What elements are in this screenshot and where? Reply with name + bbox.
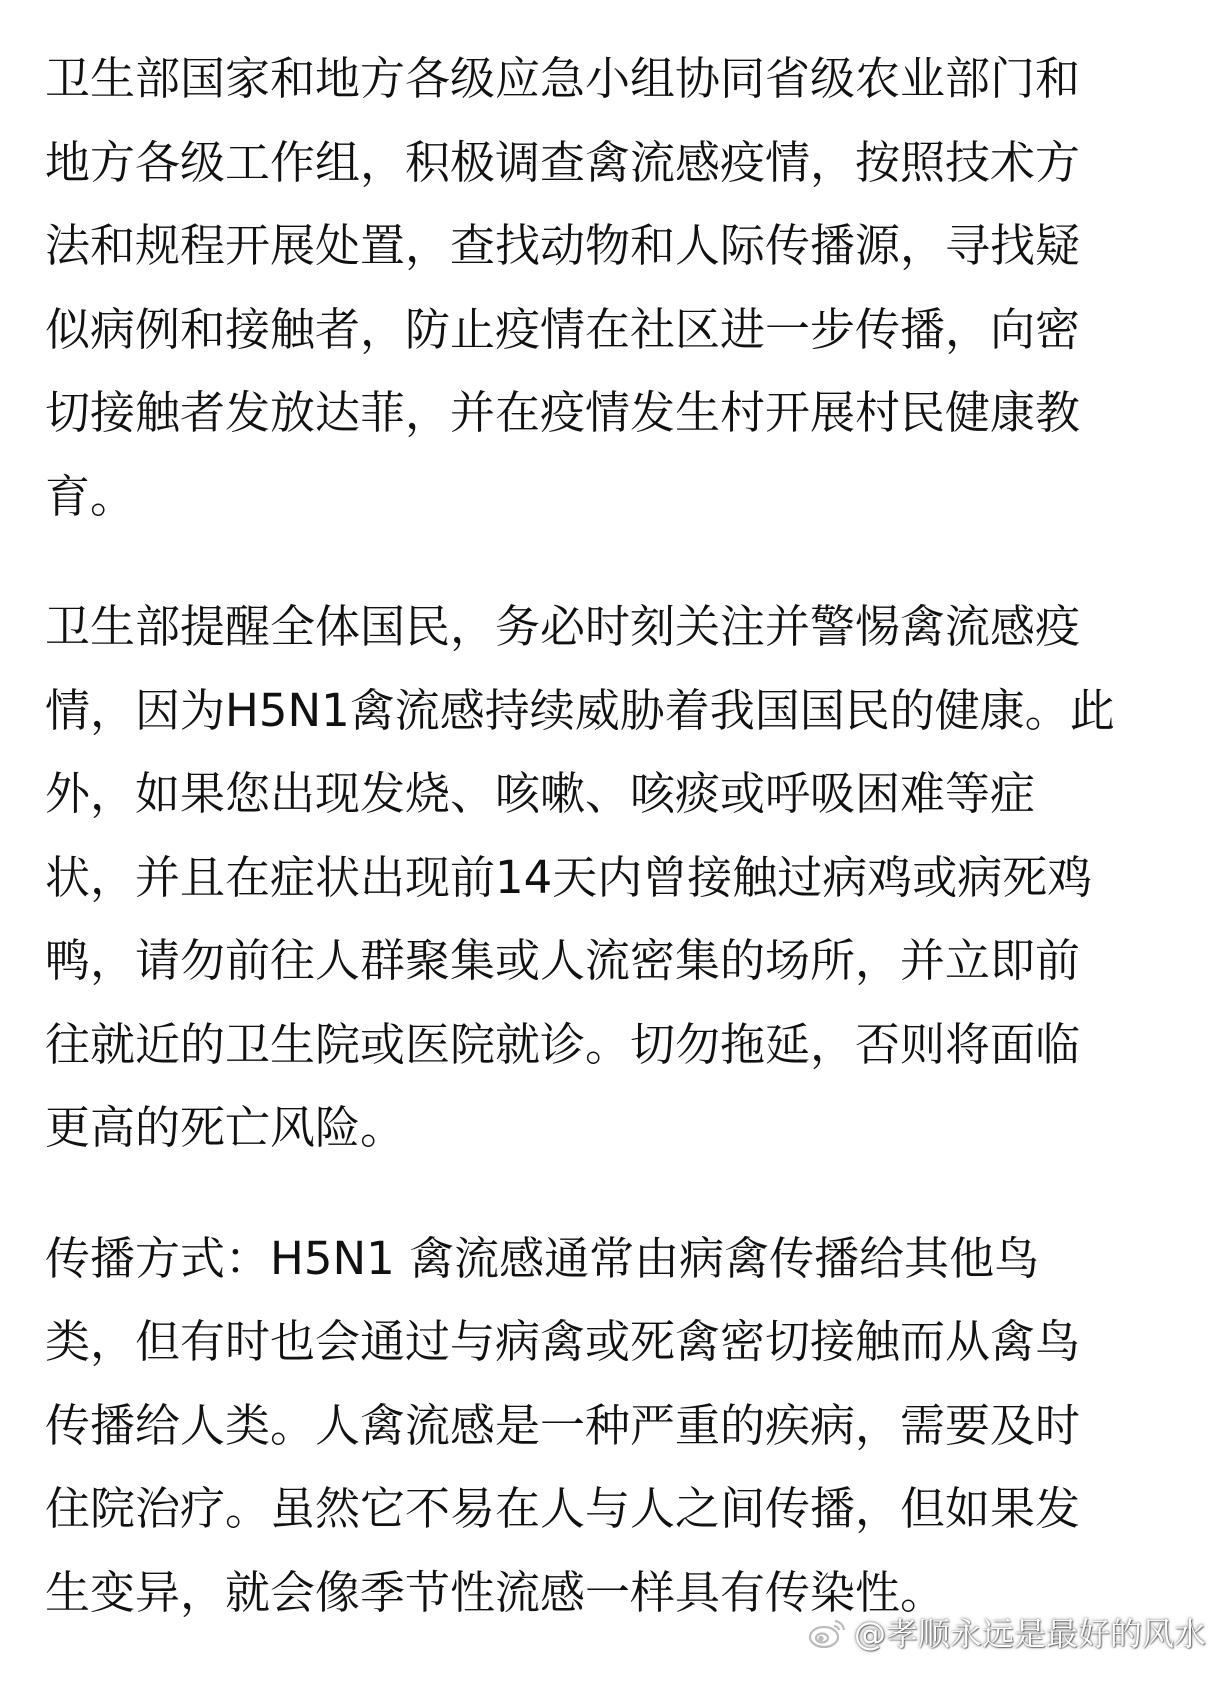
text-line: 地方各级工作组，积极调查禽流感疫情，按照技术方 xyxy=(45,135,1081,189)
weibo-icon xyxy=(808,1615,848,1649)
paragraph-response-measures xyxy=(45,37,1185,538)
text-line: 鸭，请勿前往人群聚集或人流密集的场所，并立即前 xyxy=(45,934,1081,987)
text-line: 卫生部国家和地方各级应急小组协同省级农业部门和 xyxy=(45,52,1081,105)
text-line: 切接触者发放达菲，并在疫情发生村开展村民健康教 xyxy=(45,386,1081,439)
text-line: 情，因为H5N1禽流感持续威胁着我国国民的健康。此 xyxy=(45,683,1115,737)
text-line: 外，如果您出现发烧、咳嗽、咳痰或呼吸困难等症 xyxy=(45,767,1036,820)
text-line: 往就近的卫生院或医院就诊。切勿拖延，否则将面临 xyxy=(45,1017,1081,1071)
paragraph-public-warning xyxy=(45,585,1185,1170)
weibo-watermark xyxy=(808,1609,1206,1655)
text-line: 住院治疗。虽然它不易在人与人之间传播，但如果发 xyxy=(45,1482,1081,1535)
text-line: 传播给人类。人禽流感是一种严重的疾病，需要及时 xyxy=(45,1398,1081,1452)
text-line: 状，并且在症状出现前14天内曾接触过病鸡或病死鸡 xyxy=(45,850,1093,904)
text-line: 法和规程开展处置，查找动物和人际传播源，寻找疑 xyxy=(45,219,1081,272)
article-body xyxy=(45,37,1185,1681)
text-line: 卫生部提醒全体国民，务必时刻关注并警惕禽流感疫 xyxy=(45,600,1081,653)
text-line: 似病例和接触者，防止疫情在社区进一步传播，向密 xyxy=(45,302,1081,356)
text-line: 生变异，就会像季节性流感一样具有传染性。 xyxy=(45,1565,946,1619)
watermark-text: @孝顺永远是最好的风水 xyxy=(853,1615,1206,1653)
paragraph-transmission xyxy=(45,1217,1185,1635)
text-line: 传播方式：H5N1 禽流感通常由病禽传播给其他鸟 xyxy=(45,1231,1040,1285)
text-line: 育。 xyxy=(45,469,136,523)
text-line: 更高的死亡风险。 xyxy=(45,1101,406,1154)
text-line: 类，但有时也会通过与病禽或死禽密切接触而从禽鸟 xyxy=(45,1315,1081,1368)
